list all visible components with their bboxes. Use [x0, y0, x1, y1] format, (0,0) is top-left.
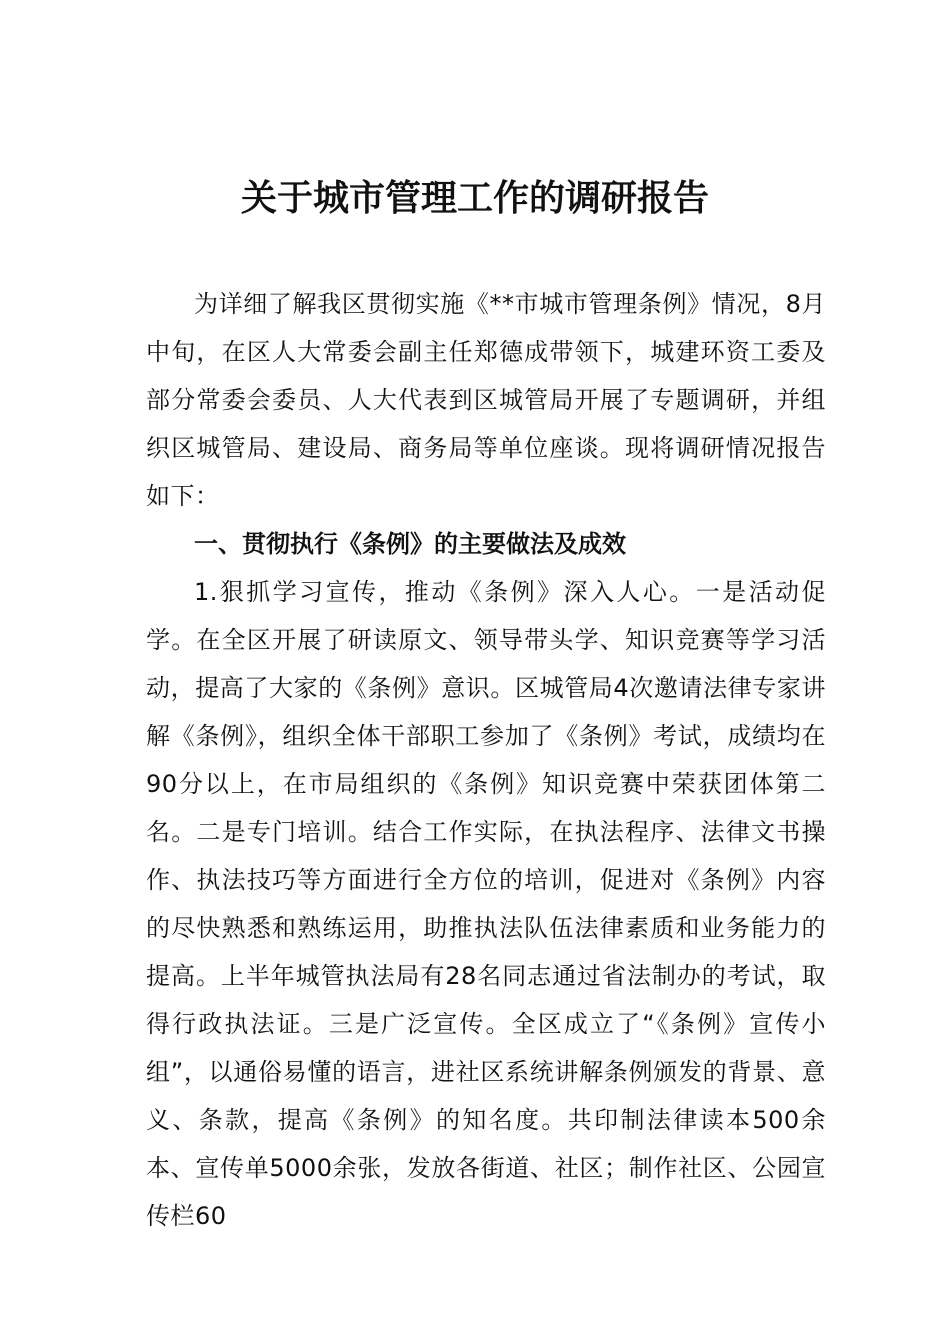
- document-title: 关于城市管理工作的调研报告: [240, 177, 709, 219]
- section-heading: 一、贯彻执行《条例》的主要做法及成效: [194, 530, 626, 558]
- intro-paragraph: 为详细了解我区贯彻实施《**市城市管理条例》情况，8月中旬，在区人大常委会副主任郑德成带领下，城建环资工委及部分常委会委员、人大代表到区城管局开展了专题调研，并组织区城管局、建设局、商务局等单位座谈。现将调研情况报告如下：: [146, 290, 826, 510]
- document-body: [146, 280, 826, 1240]
- section-paragraph: 1.狠抓学习宣传，推动《条例》深入人心。一是活动促学。在全区开展了研读原文、领导带头学、知识竞赛等学习活动，提高了大家的《条例》意识。区城管局4次邀请法律专家讲解《条例》，组织全体干部职工参加了《条例》考试，成绩均在90分以上，在市局组织的《条例》知识竞赛中荣获团体第二名。二是专门培训。结合工作实际，在执法程序、法律文书操作、执法技巧等方面进行全方位的培训，促进对《条例》内容的尽快熟悉和熟练运用，助推执法队伍法律素质和业务能力的提高。上半年城管执法局有28名同志通过省法制办的考试，取得行政执法证。三是广泛宣传。全区成立了“《条例》宣传小组”，以通俗易懂的语言，进社区系统讲解条例颁发的背景、意义、条款，提高《条例》的知名度。共印制法律读本500余本、宣传单5000余张，发放各街道、社区；制作社区、公园宣传栏60: [146, 578, 826, 1230]
